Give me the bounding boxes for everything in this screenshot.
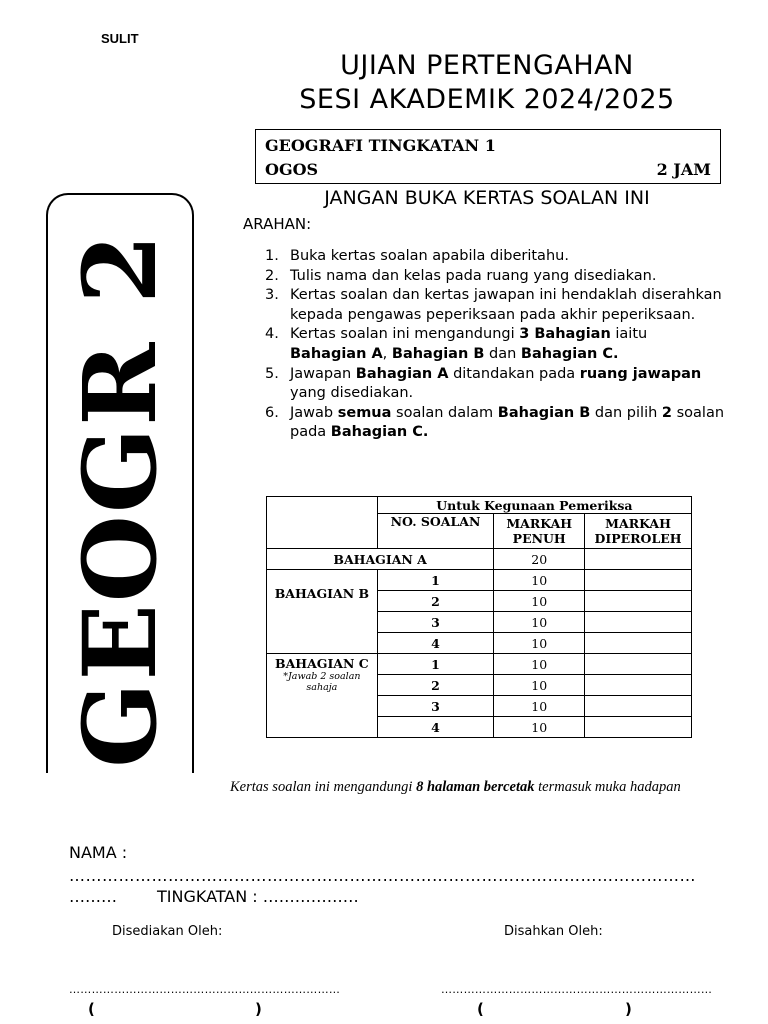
subject-name: GEOGRAFI TINGKATAN 1	[265, 136, 496, 155]
footnote-before: Kertas soalan ini mengandungi	[230, 779, 417, 795]
instruction-text: Jawab	[290, 404, 338, 421]
section-b-obtained	[585, 612, 692, 633]
instruction-emphasis: ruang jawapan	[579, 365, 702, 382]
classification-label: SULIT	[101, 31, 139, 46]
instruction-text: Buka kertas soalan apabila diberitahu.	[290, 248, 569, 264]
section-a-obtained	[585, 549, 692, 570]
instruction-text: dan	[484, 345, 521, 362]
instruction-item	[265, 247, 725, 267]
col-header-full-marks: MARKAH PENUH	[494, 514, 585, 549]
prepared-name-close-paren: )	[255, 1000, 262, 1018]
instruction-emphasis: 2	[661, 404, 672, 421]
section-b-obtained	[585, 591, 692, 612]
page-count-value: 8 halaman bercetak	[416, 779, 535, 795]
section-c-obtained	[585, 696, 692, 717]
instruction-text: yang disediakan.	[290, 385, 414, 402]
instruction-text: Kertas soalan dan kertas jawapan ini hendaklah diserahkan kepada pengawas peperiksaan pada akhir peperiksaan.	[290, 287, 722, 323]
section-b-full-marks: 10	[494, 570, 585, 591]
instruction-emphasis: 3 Bahagian	[519, 326, 611, 343]
name-label: NAMA :	[69, 843, 128, 862]
section-a-full-marks: 20	[494, 549, 585, 570]
approved-by-label: Disahkan Oleh:	[504, 924, 603, 939]
section-c-note: *Jawab 2 soalan sahaja	[283, 671, 361, 693]
instruction-text: dan pilih	[590, 404, 662, 421]
instruction-emphasis: Bahagian B	[391, 345, 485, 362]
section-c-question: 2	[377, 675, 494, 696]
instruction-number: 1.	[265, 248, 279, 264]
section-c-full-marks: 10	[494, 654, 585, 675]
instruction-text: ,	[382, 345, 392, 362]
section-c-question: 4	[377, 717, 494, 738]
form-field[interactable]: ………………	[262, 887, 359, 906]
instruction-emphasis: Bahagian A	[355, 365, 449, 382]
instruction-emphasis: Bahagian C.	[330, 424, 429, 441]
section-b-question: 1	[377, 570, 494, 591]
prepared-signature-line[interactable]: ………………………………………………………………	[69, 983, 341, 996]
section-c-question: 3	[377, 696, 494, 717]
instruction-text: Jawapan	[290, 365, 356, 382]
section-c-obtained	[585, 675, 692, 696]
approved-signature-line[interactable]: ………………………………………………………………	[441, 983, 713, 996]
form-label: TINGKATAN :	[157, 887, 258, 906]
marks-table	[266, 496, 692, 738]
section-b-full-marks: 10	[494, 633, 585, 654]
section-b-question: 2	[377, 591, 494, 612]
exam-duration: 2 JAM	[656, 160, 711, 179]
name-field-continuation[interactable]: ………	[69, 887, 117, 906]
warning-text: JANGAN BUKA KERTAS SOALAN INI	[324, 187, 650, 209]
prepared-by-label: Disediakan Oleh:	[112, 924, 223, 939]
instruction-text: Kertas soalan ini mengandungi	[290, 326, 520, 343]
col-header-question: NO. SOALAN	[377, 514, 494, 549]
instruction-emphasis: Bahagian C.	[520, 345, 619, 362]
section-b-full-marks: 10	[494, 612, 585, 633]
instruction-emphasis: Bahagian B	[497, 404, 591, 421]
approved-name-open-paren: (	[477, 1000, 484, 1018]
section-c-full-marks: 10	[494, 696, 585, 717]
instruction-number: 2.	[265, 267, 279, 284]
instruction-item	[265, 325, 725, 364]
instructions-list	[265, 247, 725, 443]
instructions-label: ARAHAN:	[243, 215, 312, 233]
spine-label: GEOGR 2	[61, 232, 179, 768]
instruction-text: Tulis nama dan kelas pada ruang yang disediakan.	[290, 267, 657, 284]
section-c-label: BAHAGIAN C	[275, 656, 369, 671]
col-header-obtained: MARKAH DIPEROLEH	[585, 514, 692, 549]
section-b-obtained	[585, 633, 692, 654]
section-c-obtained	[585, 717, 692, 738]
instruction-emphasis: Bahagian A	[290, 345, 383, 362]
instruction-text: soalan dalam	[391, 404, 498, 421]
form-row	[69, 887, 359, 906]
subject-box	[255, 129, 721, 184]
instruction-number: 6.	[265, 404, 279, 421]
instruction-number: 3.	[265, 287, 279, 304]
instruction-item	[265, 365, 725, 404]
instruction-emphasis: semua	[337, 404, 392, 421]
exam-title: UJIAN PERTENGAHAN	[340, 50, 634, 81]
exam-session: SESI AKADEMIK 2024/2025	[299, 84, 675, 115]
name-field[interactable]: ……………………………………………………………………………………………………	[69, 866, 696, 885]
section-b-obtained	[585, 570, 692, 591]
instruction-number: 5.	[265, 365, 279, 382]
section-a-label: BAHAGIAN A	[267, 549, 494, 570]
section-c-full-marks: 10	[494, 675, 585, 696]
section-b-question: 4	[377, 633, 494, 654]
section-c-full-marks: 10	[494, 717, 585, 738]
instruction-item	[265, 404, 725, 443]
instruction-text: iaitu	[610, 326, 648, 343]
section-b-question: 3	[377, 612, 494, 633]
approved-name-close-paren: )	[625, 1000, 632, 1018]
exam-month: OGOS	[265, 160, 319, 179]
page-count-note	[230, 779, 744, 796]
prepared-name-open-paren: (	[88, 1000, 95, 1018]
section-b-label: BAHAGIAN B	[267, 570, 378, 654]
examiner-use-header: Untuk Kegunaan Pemeriksa	[377, 497, 691, 514]
instruction-item	[265, 286, 725, 325]
instruction-number: 4.	[265, 326, 279, 343]
table-corner-cell	[267, 497, 378, 549]
section-b-full-marks: 10	[494, 591, 585, 612]
section-c-obtained	[585, 654, 692, 675]
instruction-text: ditandakan pada	[448, 365, 580, 382]
footnote-after: termasuk muka hadapan	[534, 779, 681, 795]
section-c-question: 1	[377, 654, 494, 675]
instruction-item	[265, 267, 725, 287]
instruction-text: soalan pada	[290, 404, 725, 441]
section-c-cell	[267, 654, 378, 738]
